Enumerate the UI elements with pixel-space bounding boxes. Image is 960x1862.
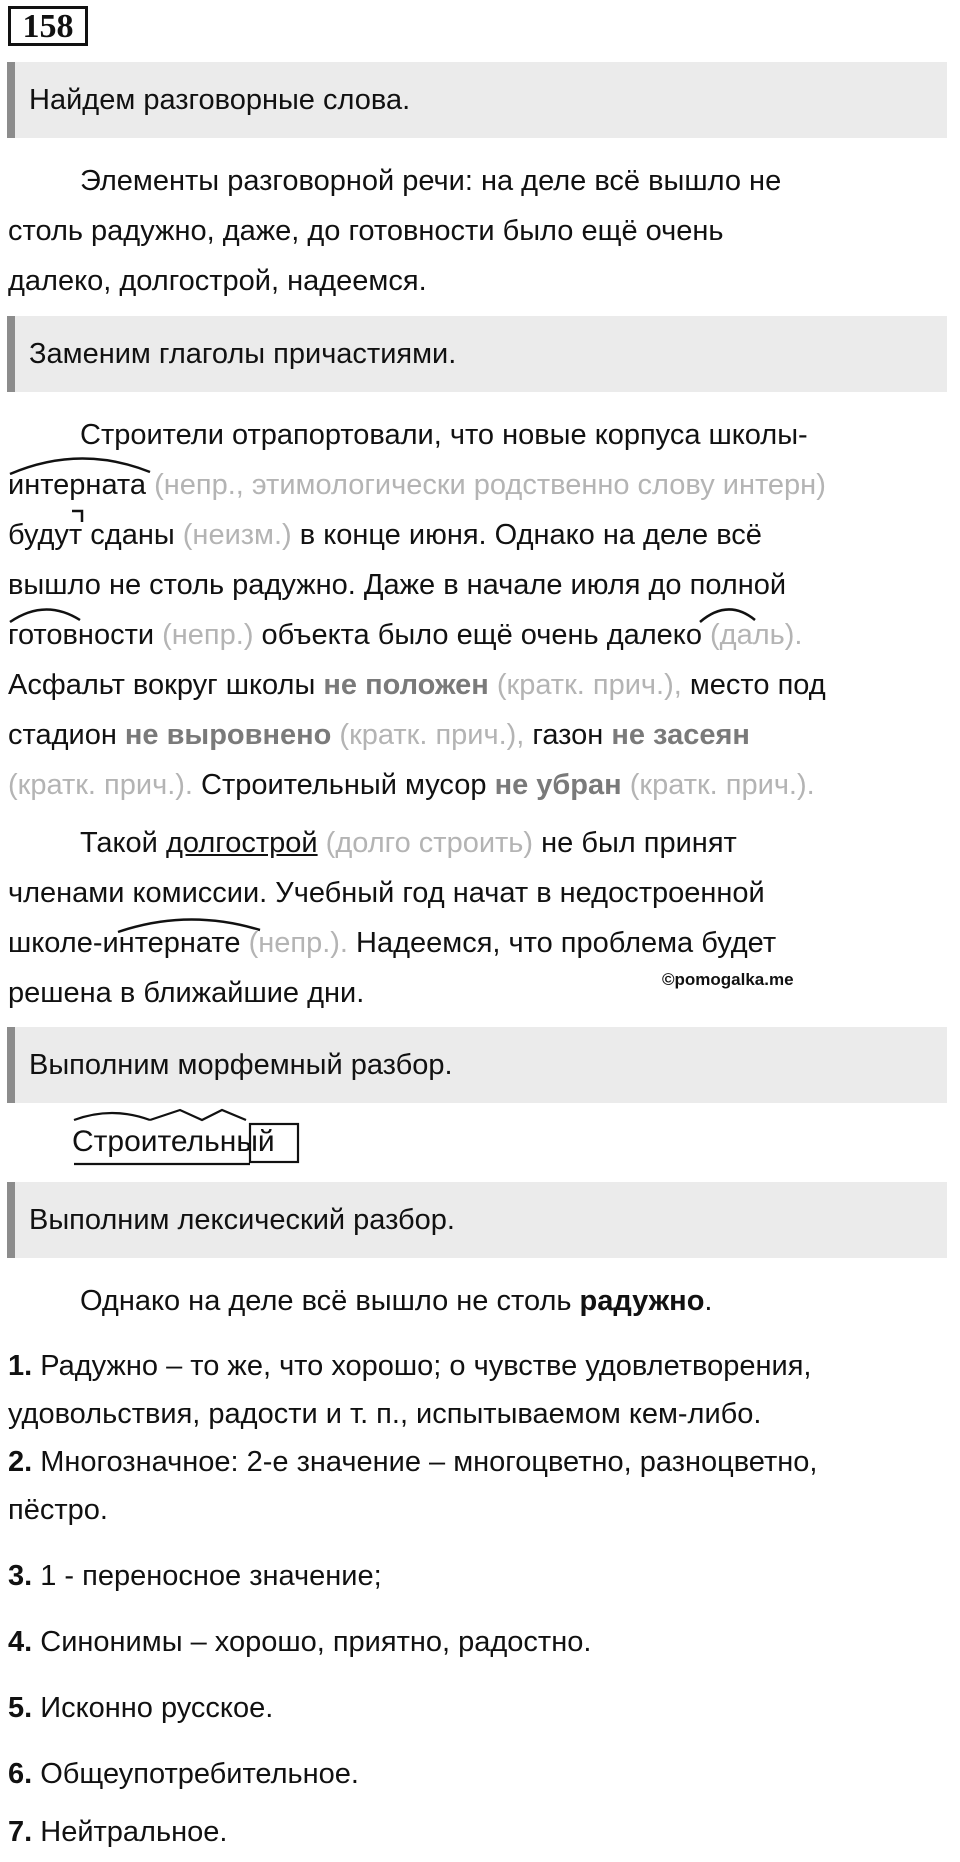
text-fragment: газон — [524, 719, 612, 751]
text-fragment: в конце июня. Однако на деле всё — [291, 519, 762, 551]
text-fragment: Однако на деле всё вышло не столь — [80, 1285, 580, 1317]
note: (кратк. прич.). — [8, 769, 193, 801]
item-text: Исконно русское. — [40, 1692, 274, 1724]
morpheme-analysis — [72, 1112, 275, 1172]
list-item — [8, 1750, 958, 1798]
item-text: пёстро. — [8, 1494, 108, 1526]
text-fragment: место под — [681, 669, 826, 701]
word-sdany: сданы — [90, 519, 175, 551]
root-arc — [74, 1113, 150, 1120]
list-item — [8, 1684, 958, 1732]
short-participle: не положен — [323, 669, 489, 701]
suffix-mark — [150, 1110, 246, 1120]
text-line: решена в ближайшие дни. — [8, 977, 365, 1009]
item-text: Общеупотребительное. — [40, 1758, 359, 1790]
text-fragment: будут — [8, 519, 91, 551]
list-item — [8, 1342, 958, 1438]
text-fragment: Строительный мусор — [192, 769, 495, 801]
morpheme-diagram — [72, 1112, 302, 1172]
text-fragment: стадион — [8, 719, 125, 751]
item-text: удовольствия, радости и т. п., испытываемом кем-либо. — [8, 1398, 762, 1430]
note: (неизм.) — [182, 519, 292, 551]
section-heading: Найдем разговорные слова. — [7, 62, 947, 138]
item-number: 4. — [8, 1626, 33, 1658]
item-text: Радужно – то же, что хорошо; о чувстве удовлетворения, — [40, 1350, 812, 1382]
word-dolgostroy: долгострой — [165, 827, 318, 859]
list-item — [8, 1808, 958, 1856]
root-arc — [700, 609, 755, 622]
item-number: 7. — [8, 1816, 33, 1848]
section-heading: Выполним лексический разбор. — [7, 1182, 947, 1258]
word-internata: интерната — [8, 469, 147, 501]
task-number: 158 — [8, 6, 88, 46]
text-line: Элементы разговорной речи: на деле всё вышло не — [80, 165, 782, 197]
word-internate: интернате — [102, 927, 241, 959]
section-heading: Выполним морфемный разбор. — [7, 1027, 947, 1103]
section-heading: Заменим глаголы причастиями. — [7, 316, 947, 392]
short-participle: не убран — [494, 769, 622, 801]
short-participle: не выровнено — [124, 719, 332, 751]
text-line: далеко, долгострой, надеемся. — [8, 265, 427, 297]
note: (даль). — [710, 619, 803, 651]
root-arc — [10, 609, 80, 622]
note: (кратк. прич.), — [496, 669, 682, 701]
text-fragment: Асфальт вокруг школы — [8, 669, 324, 701]
text-fragment: не был принят — [533, 827, 737, 859]
text-line: Строители отрапортовали, что новые корпуса школы- — [80, 419, 808, 451]
item-text: Синонимы – хорошо, приятно, радостно. — [40, 1626, 592, 1658]
text-line — [8, 1276, 958, 1326]
word-daleko: далеко — [606, 619, 702, 651]
item-text: Многозначное: 2-е значение – многоцветно, разноцветно, — [40, 1446, 818, 1478]
text-line: вышло не столь радужно. Даже в начале июля до полной — [8, 569, 787, 601]
text-fragment: школе- — [8, 927, 103, 959]
text-fragment: Надеемся, что проблема будет — [347, 927, 777, 959]
text-fragment: Такой — [80, 827, 166, 859]
note: (кратк. прич.). — [629, 769, 815, 801]
morpheme-word: Строительный — [72, 1125, 275, 1158]
lexical-sentence — [8, 1276, 958, 1326]
text-fragment: . — [704, 1285, 713, 1317]
text-fragment: объекта было ещё очень — [253, 619, 607, 651]
copyright: ©pomogalka.me — [662, 970, 794, 989]
key-word: радужно — [579, 1285, 705, 1317]
note: (непр., этимологически родственно слову интерн) — [154, 469, 826, 501]
ending-box — [250, 1124, 298, 1162]
list-item — [8, 1618, 958, 1666]
text-line: столь радужно, даже, до готовности было ещё очень — [8, 215, 724, 247]
list-item — [8, 1552, 958, 1600]
text-line: членами комиссии. Учебный год начат в недостроенной — [8, 877, 765, 909]
root-arc — [10, 458, 150, 474]
word-gotovnosti: готовности — [8, 619, 155, 651]
root-arc — [118, 919, 260, 932]
item-number: 5. — [8, 1692, 33, 1724]
item-number: 1. — [8, 1350, 33, 1382]
item-text: Нейтральное. — [40, 1816, 228, 1848]
list-item — [8, 1438, 958, 1534]
prefix-mark — [72, 511, 82, 522]
short-participle: не засеян — [611, 719, 750, 751]
item-number: 2. — [8, 1446, 33, 1478]
note: (кратк. прич.), — [339, 719, 525, 751]
item-number: 3. — [8, 1560, 33, 1592]
note: (непр.) — [162, 619, 254, 651]
note: (долго строить) — [325, 827, 534, 859]
note: (непр.). — [248, 927, 348, 959]
item-text: 1 - переносное значение; — [40, 1560, 382, 1592]
item-number: 6. — [8, 1758, 33, 1790]
